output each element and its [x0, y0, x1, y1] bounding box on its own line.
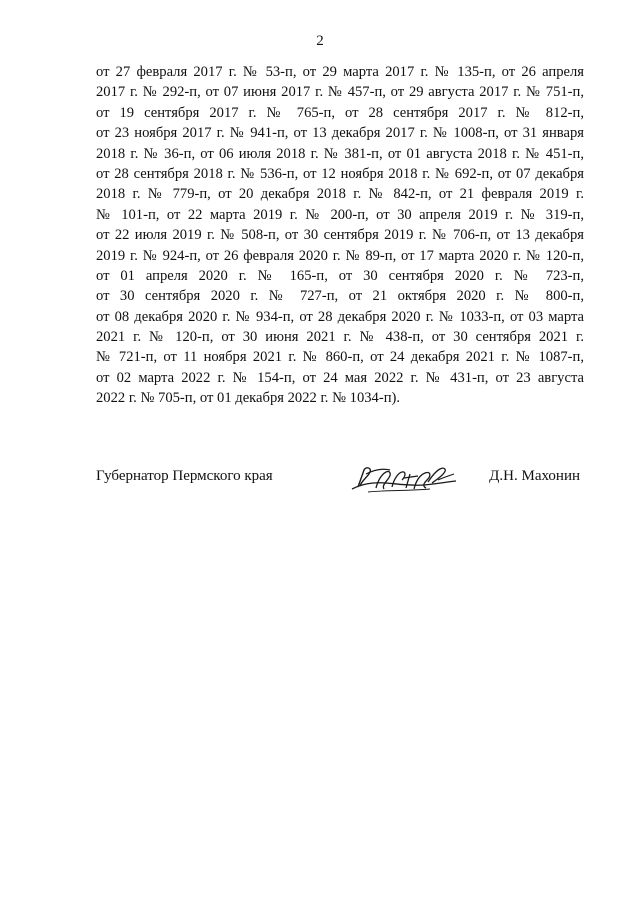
- text-line: 2019 г. № 924-п, от 26 февраля 2020 г. № 89-п, от 17 марта 2020 г. № 120-п,: [96, 247, 584, 264]
- text-line: от 19 сентября 2017 г. № 765-п, от 28 сентября 2017 г. № 812-п,: [96, 104, 584, 121]
- text-line: 2017 г. № 292-п, от 07 июня 2017 г. № 457-п, от 29 августа 2017 г. № 751-п,: [96, 84, 584, 101]
- text-line: от 01 апреля 2020 г. № 165-п, от 30 сентября 2020 г. № 723-п,: [96, 267, 584, 284]
- text-line: от 08 декабря 2020 г. № 934-п, от 28 декабря 2020 г. № 1033-п, от 03 марта: [96, 308, 584, 325]
- text-line: 2018 г. № 36-п, от 06 июля 2018 г. № 381-п, от 01 августа 2018 г. № 451-п,: [96, 145, 584, 162]
- signer-title: Губернатор Пермского края: [96, 468, 273, 484]
- signature-block: [96, 462, 584, 502]
- text-line: от 02 марта 2022 г. № 154-п, от 24 мая 2022 г. № 431-п, от 23 августа: [96, 369, 584, 386]
- text-line: 2022 г. № 705-п, от 01 декабря 2022 г. № 1034-п).: [96, 390, 401, 407]
- text-line: от 27 февраля 2017 г. № 53-п, от 29 марта 2017 г. № 135-п, от 26 апреля: [96, 64, 584, 80]
- text-line: 2018 г. № 779-п, от 20 декабря 2018 г. № 842-п, от 21 февраля 2019 г.: [96, 186, 584, 203]
- text-line: от 22 июля 2019 г. № 508-п, от 30 сентября 2019 г. № 706-п, от 13 декабря: [96, 227, 584, 244]
- signer-name: Д.Н. Махонин: [489, 468, 580, 484]
- text-line: 2021 г. № 120-п, от 30 июня 2021 г. № 438-п, от 30 сентября 2021 г.: [96, 329, 584, 346]
- handwritten-signature: [348, 462, 460, 498]
- text-line: № 721-п, от 11 ноября 2021 г. № 860-п, от 24 декабря 2021 г. № 1087-п,: [96, 349, 584, 366]
- text-line: от 30 сентября 2020 г. № 727-п, от 21 октября 2020 г. № 800-п,: [96, 288, 584, 305]
- text-line: от 28 сентября 2018 г. № 536-п, от 12 ноября 2018 г. № 692-п, от 07 декабря: [96, 165, 584, 182]
- text-line: от 23 ноября 2017 г. № 941-п, от 13 декабря 2017 г. № 1008-п, от 31 января: [96, 125, 584, 142]
- text-line: № 101-п, от 22 марта 2019 г. № 200-п, от 30 апреля 2019 г. № 319-п,: [96, 206, 584, 223]
- page-number: 2: [316, 33, 324, 49]
- body-text: [96, 62, 584, 409]
